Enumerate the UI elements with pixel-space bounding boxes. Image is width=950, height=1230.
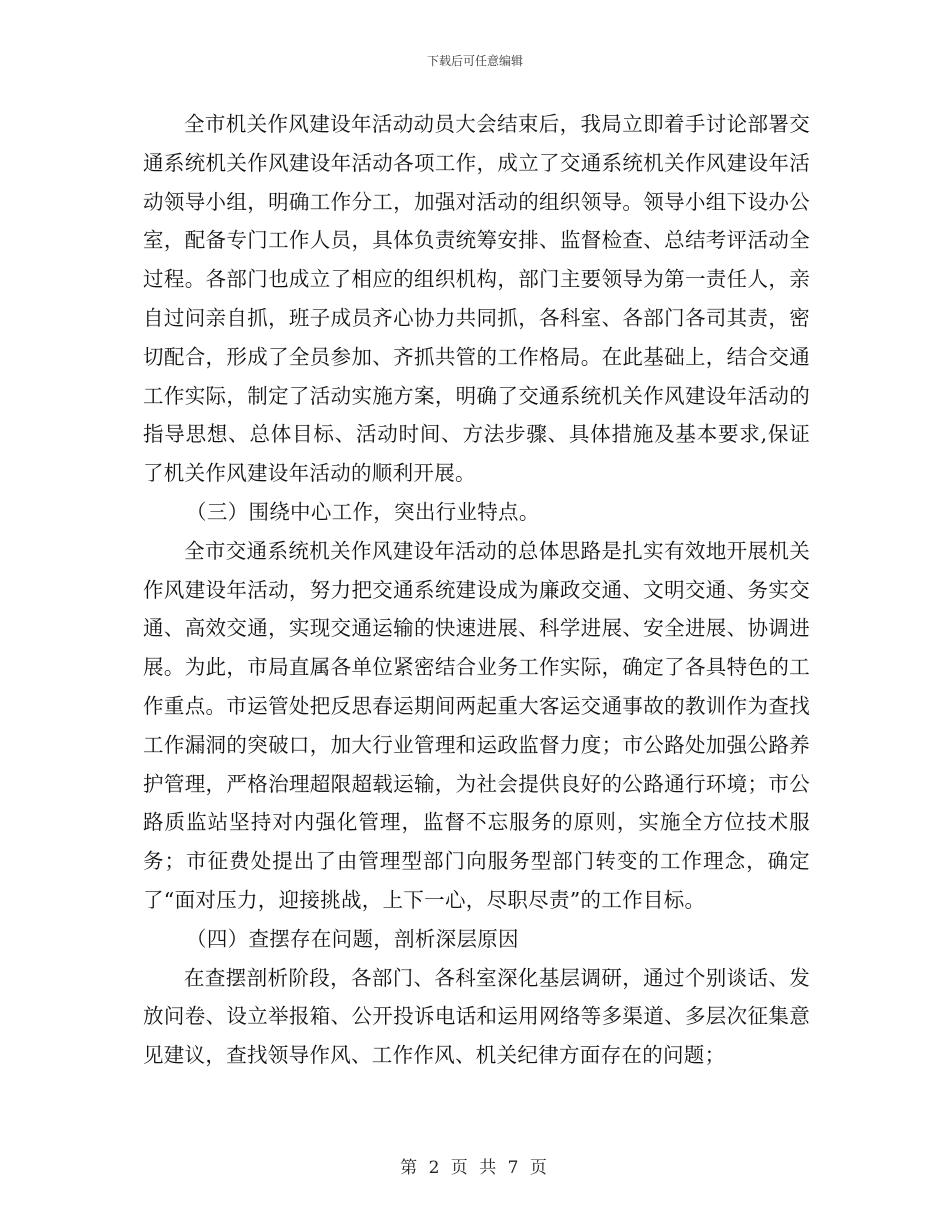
- paragraph-industry-features: 全市交通系统机关作风建设年活动的总体思路是扎实有效地开展机关作风建设年活动，努力把交通系统建设成为廉政交通、文明交通、务实交通、高效交通，实现交通运输的快速进展、科学进展、安全进展、协调进展。为此，市局直属各单位紧密结合业务工作实际，确定了各具特色的工作重点。市运管处把反思春运期间两起重大客运交通事故的教训作为查找工作漏洞的突破口，加大行业管理和运政监督力度；市公路处加强公路养护管理，严格治理超限超载运输，为社会提供良好的公路通行环境；市公路质监站坚持对内强化管理，监督不忘服务的原则，实施全方位技术服务；市征费处提出了由管理型部门向服务型部门转变的工作理念，确定了“面对压力，迎接挑战，上下一心，尽职尽责”的工作目标。: [143, 538, 810, 912]
- document-body: [143, 105, 810, 1075]
- page-number: 第 2 页 共 7 页: [400, 1158, 550, 1178]
- section-heading-3: （三）围绕中心工作，突出行业特点。: [186, 499, 540, 524]
- section-heading-4: （四）查摆存在问题，剖析深层原因: [186, 926, 519, 951]
- page-header-note: 下载后可任意编辑: [426, 54, 523, 68]
- paragraph-organization: 全市机关作风建设年活动动员大会结束后，我局立即着手讨论部署交通系统机关作风建设年活动各项工作，成立了交通系统机关作风建设年活动领导小组，明确工作分工，加强对活动的组织领导。领导小组下设办公室，配备专门工作人员，具体负责统筹安排、监督检查、总结考评活动全过程。各部门也成立了相应的组织机构，部门主要领导为第一责任人，亲自过问亲自抓，班子成员齐心协力共同抓，各科室、各部门各司其责，密切配合，形成了全员参加、齐抓共管的工作格局。在此基础上，结合交通工作实际，制定了活动实施方案，明确了交通系统机关作风建设年活动的指导思想、总体目标、活动时间、方法步骤、具体措施及基本要求,保证了机关作风建设年活动的顺利开展。: [143, 112, 810, 486]
- paragraph-problem-analysis: 在查摆剖析阶段，各部门、各科室深化基层调研，通过个别谈话、发放问卷、设立举报箱、公开投诉电话和运用网络等多渠道、多层次征集意见建议，查找领导作风、工作作风、机关纪律方面存在的问题；: [143, 965, 810, 1068]
